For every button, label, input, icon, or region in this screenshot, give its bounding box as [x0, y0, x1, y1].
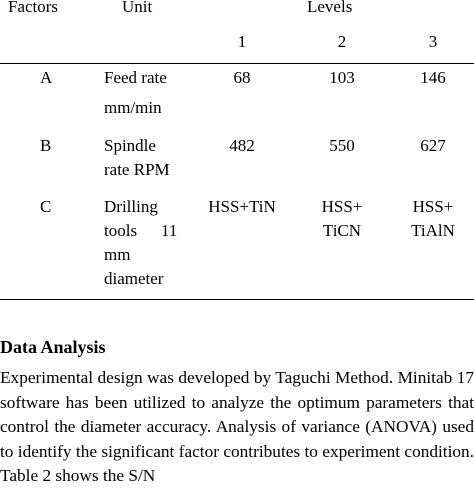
row-a-unit-line-1: Feed rate [104, 68, 167, 87]
row-c-unit-line-4: diameter [104, 269, 164, 288]
row-c-level-2-line-1: HSS+ [321, 197, 363, 216]
row-c-unit-line-1: Drilling [104, 197, 158, 216]
row-b-unit-line-2: rate RPM [104, 160, 170, 179]
header-unit: Unit [122, 0, 153, 16]
row-a-level-2: 103 [329, 68, 355, 87]
row-a-level-3: 146 [420, 68, 446, 87]
row-c-unit-line-2a: tools [104, 221, 138, 240]
row-a-factor: A [40, 68, 53, 87]
header-level-2: 2 [337, 32, 347, 51]
table-bottom-rule [0, 299, 474, 300]
row-c-factor: C [40, 197, 52, 216]
row-c-unit-line-2b: 11 [161, 221, 178, 240]
table-header-rule [0, 63, 474, 64]
row-b-factor: B [40, 136, 52, 155]
row-b-level-1: 482 [229, 136, 255, 155]
row-c-unit-line-3: mm [104, 245, 131, 264]
row-b-level-3: 627 [420, 136, 446, 155]
row-c-level-3-line-1: HSS+ [412, 197, 454, 216]
section-heading: Data Analysis [0, 337, 106, 357]
header-level-1: 1 [237, 32, 247, 51]
row-c-level-1: HSS+TiN [208, 197, 276, 216]
body-paragraph: Experimental design was developed by Taguchi Method. Minitab 17 software has been utilized to analyze the optimum parameters that control the diameter accuracy. Analysis of variance (ANOVA) used to identify the significant factor contributes to experiment condition. Table 2 shows the S/N [0, 368, 474, 485]
header-levels: Levels [307, 0, 353, 16]
row-b-unit-line-1: Spindle [104, 136, 156, 155]
row-a-unit-line-2: mm/min [104, 98, 162, 117]
header-factors: Factors [8, 0, 59, 16]
row-c-level-2-line-2: TiCN [322, 221, 362, 240]
row-a-level-1: 68 [233, 68, 251, 87]
row-b-level-2: 550 [329, 136, 355, 155]
header-level-3: 3 [428, 32, 438, 51]
row-c-level-3-line-2: TiAlN [411, 221, 455, 240]
